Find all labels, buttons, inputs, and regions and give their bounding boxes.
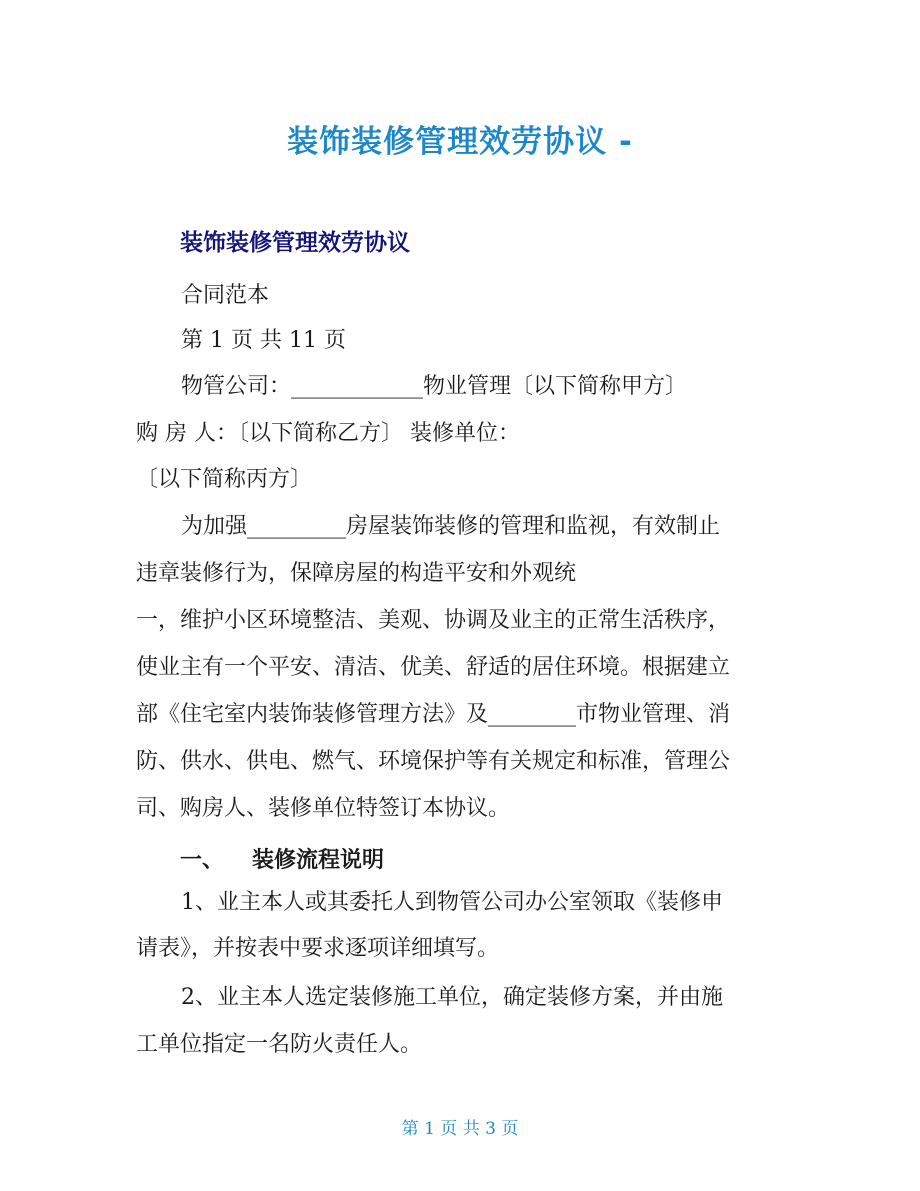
paragraph-line: 使业主有一个平安、清洁、优美、舒适的居住环境。根据建立 xyxy=(136,655,731,680)
party-b-line: 购 房 人：〔以下简称乙方〕 装修单位： xyxy=(136,421,520,446)
paragraph-line: 防、供水、供电、燃气、环境保护等有关规定和标准，管理公 xyxy=(136,749,731,774)
section-number: 一、 xyxy=(180,848,225,873)
section-heading xyxy=(180,843,384,874)
page-footer: 第 1 页 共 3 页 xyxy=(401,1119,519,1139)
paragraph-line: 一，维护小区环境整洁、美观、协调及业主的正常生活秩序， xyxy=(136,608,731,633)
body-line: 请表》，并按表中要求逐项详细填写。 xyxy=(136,936,500,961)
paragraph-line: 司、购房人、装修单位特签订本协议。 xyxy=(136,796,511,821)
party-c-line: 〔以下简称丙方〕 xyxy=(136,467,313,492)
body-line: 2、业主本人选定装修施工单位，确定装修方案，并由施 xyxy=(181,985,723,1010)
party-a-line: 物管公司：____________物业管理〔以下简称甲方〕 xyxy=(181,374,688,399)
body-line: 工单位指定一名防火责任人。 xyxy=(136,1032,423,1057)
document-subtitle: 装饰装修管理效劳协议 xyxy=(180,230,410,256)
inner-page-number: 第 1 页 共 11 页 xyxy=(181,328,346,353)
document-title: 装饰装修管理效劳协议 - xyxy=(287,124,633,160)
contract-template-label: 合同范本 xyxy=(181,283,270,308)
body-line: 1、业主本人或其委托人到物管公司办公室领取《装修申 xyxy=(181,890,723,915)
section-title: 装修流程说明 xyxy=(252,848,385,873)
paragraph-line: 违章装修行为，保障房屋的构造平安和外观统 xyxy=(136,561,577,586)
paragraph-line: 为加强_________房屋装饰装修的管理和监视，有效制止 xyxy=(181,514,721,539)
paragraph-line: 部《住宅室内装饰装修管理方法》及________市物业管理、消 xyxy=(136,702,731,727)
